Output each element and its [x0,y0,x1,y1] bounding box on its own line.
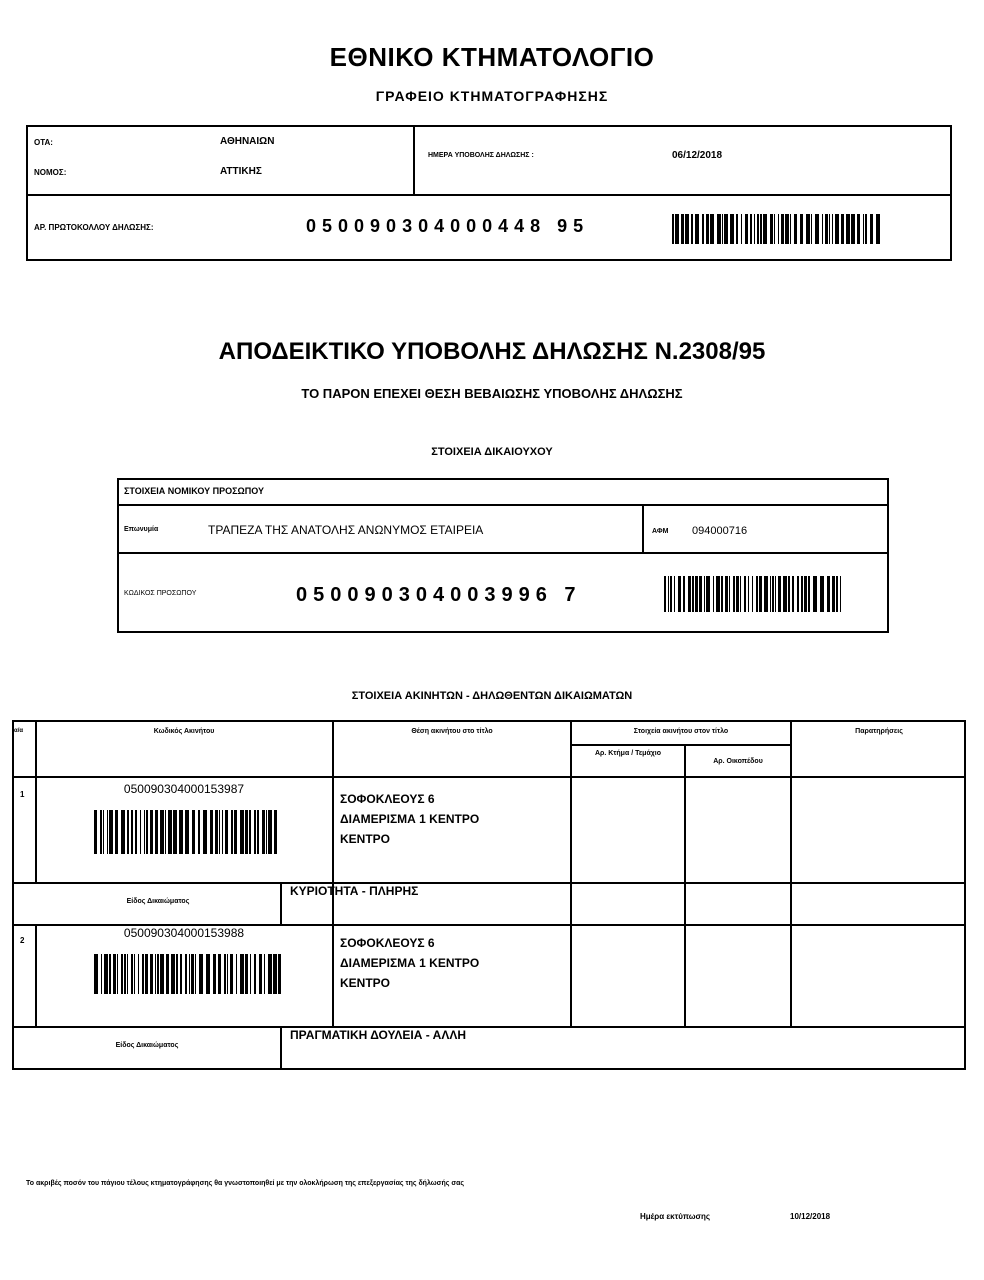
rights-table [12,720,966,1070]
certificate-subtitle: ΤΟ ΠΑΡΟΝ ΕΠΕΧΕΙ ΘΕΣΗ ΒΕΒΑΙΩΣΗΣ ΥΠΟΒΟΛΗΣ ΔΗΛΩΣΗΣ [301,386,683,401]
afm-label: ΑΦΜ [652,528,669,535]
row-2-location-3: ΚΕΝΤΡΟ [340,976,391,990]
col-notes: Παρατηρήσεις [855,728,903,735]
rights-section-title: ΣΤΟΙΧΕΙΑ ΑΚΙΝΗΤΩΝ - ΔΗΛΩΘΕΝΤΩΝ ΔΙΚΑΙΩΜΑΤΩΝ [351,690,633,702]
protocol-value: 050090304000448 95 [306,216,590,236]
row-1-right-label: Είδος Δικαιώματος [126,898,190,905]
person-code-barcode [664,576,844,617]
row-2-barcode [94,954,282,999]
row-1-code: 050090304000153987 [123,782,245,796]
col-sub-b: Αρ. Οικοπέδου [713,758,763,765]
row-2-right-value: ΠΡΑΓΜΑΤΙΚΗ ΔΟΥΛΕΙΑ - ΑΛΛΗ [290,1028,466,1042]
row-2-location-1: ΣΟΦΟΚΛΕΟΥΣ 6 [340,936,435,950]
submission-date-value: 06/12/2018 [672,150,723,161]
nomos-label: ΝΟΜΟΣ: [34,168,67,177]
col-aa: α/α [14,728,24,734]
row-1-right-value: ΚΥΡΙΟΤΗΤΑ - ΠΛΗΡΗΣ [290,884,419,898]
row-2-location-2: ΔΙΑΜΕΡΙΣΜΑ 1 ΚΕΝΤΡΟ [340,956,480,970]
col-location: Θέση ακινήτου στο τίτλο [411,728,493,735]
row-1-aa: 1 [20,790,25,799]
page-title: ΕΘΝΙΚΟ ΚΤΗΜΑΤΟΛΟΓΙΟ [329,42,655,72]
name-label: Επωνυμία [124,526,159,533]
submission-date-label: ΗΜΕΡΑ ΥΠΟΒΟΛΗΣ ΔΗΛΩΣΗΣ : [428,152,534,159]
person-code-label: ΚΩΔΙΚΟΣ ΠΡΟΣΩΠΟΥ [124,590,197,597]
protocol-barcode [672,214,880,249]
certificate-title: ΑΠΟΔΕΙΚΤΙΚΟ ΥΠΟΒΟΛΗΣ ΔΗΛΩΣΗΣ Ν.2308/95 [218,338,766,365]
col-elements: Στοιχεία ακινήτου στον τίτλο [633,728,729,735]
ota-value: ΑΘΗΝΑΙΩΝ [220,136,275,147]
page-subtitle: ΓΡΑΦΕΙΟ ΚΤΗΜΑΤΟΓΡΑΦΗΣΗΣ [375,88,609,104]
row-1-location-3: ΚΕΝΤΡΟ [340,832,391,846]
name-value: ΤΡΑΠΕΖΑ ΤΗΣ ΑΝΑΤΟΛΗΣ ΑΝΩΝΥΜΟΣ ΕΤΑΙΡΕΙΑ [208,523,484,537]
person-code-value: 050090304003996 7 [296,584,582,606]
nomos-value: ΑΤΤΙΚΗΣ [220,166,262,177]
footer-note: Το ακριβές ποσόν του πάγιου τέλους κτηματογράφησης θα γνωστοποιηθεί με την ολοκλήρωση της επεξεργασίας της δήλωσής σας [26,1180,465,1187]
ota-label: ΟΤΑ: [34,138,53,147]
row-2-code: 050090304000153988 [123,926,245,940]
print-date-label: Ημέρα εκτύπωσης [640,1212,711,1221]
col-sub-a: Αρ. Κτήμα / Τεμάχιο [594,750,662,757]
row-2-aa: 2 [20,936,25,945]
beneficiary-section-title: ΣΤΟΙΧΕΙΑ ΔΙΚΑΙΟΥΧΟΥ [431,446,553,458]
afm-value: 094000716 [692,525,748,537]
col-code: Κωδικός Ακινήτου [153,728,215,735]
protocol-label: ΑΡ. ΠΡΩΤΟΚΟΛΛΟΥ ΔΗΛΩΣΗΣ: [34,223,154,232]
row-1-location-2: ΔΙΑΜΕΡΙΣΜΑ 1 ΚΕΝΤΡΟ [340,812,480,826]
row-2-right-label: Είδος Δικαιώματος [115,1042,179,1049]
print-date-value: 10/12/2018 [790,1212,831,1221]
legal-entity-title: ΣΤΟΙΧΕΙΑ ΝΟΜΙΚΟΥ ΠΡΟΣΩΠΟΥ [124,486,264,496]
row-1-location-1: ΣΟΦΟΚΛΕΟΥΣ 6 [340,792,435,806]
row-1-barcode [94,810,282,859]
